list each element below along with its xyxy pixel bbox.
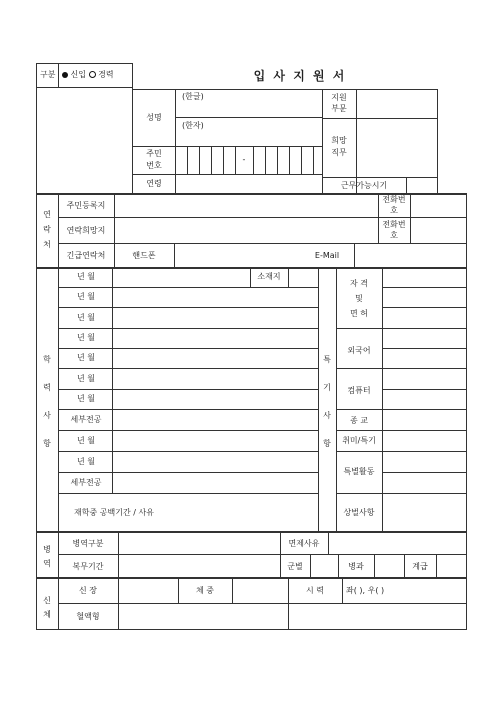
phone-label-2a: 전화번 xyxy=(382,220,406,229)
body-section-char-2: 체 xyxy=(43,610,51,619)
edu-row-4-date: 년 월 xyxy=(77,333,95,342)
blood-type-field[interactable] xyxy=(119,604,288,629)
weight-label: 체 중 xyxy=(196,586,214,595)
exempt-field[interactable] xyxy=(329,532,466,554)
edu-row-7-date: 년 월 xyxy=(77,394,95,403)
award-label: 상벌사항 xyxy=(343,508,375,517)
category-label: 구분 xyxy=(40,70,56,79)
email-label: E-Mail xyxy=(314,251,340,260)
special-fields[interactable] xyxy=(383,268,466,531)
resident-no-field[interactable] xyxy=(176,147,322,174)
age-field[interactable] xyxy=(176,175,322,193)
job-field[interactable] xyxy=(357,119,437,177)
dept-field[interactable] xyxy=(357,90,437,118)
branch-label: 군별 xyxy=(287,562,303,571)
blood-type-label: 혈액형 xyxy=(76,612,100,621)
radio-empty-icon[interactable] xyxy=(89,71,96,78)
address-label: 주민등록지 xyxy=(66,201,106,210)
license-label-1: 자 격 xyxy=(350,279,368,288)
location-label: 소재지 xyxy=(257,272,281,281)
emergency-label: 긴급연락처 xyxy=(66,251,106,260)
edu-row-5-date: 년 월 xyxy=(77,353,95,362)
contact-address-label: 연락희망지 xyxy=(66,226,106,235)
hire-type-selector[interactable] xyxy=(62,70,114,80)
edu-row-3-date: 년 월 xyxy=(77,313,95,322)
mobile-label: 핸드폰 xyxy=(132,251,156,260)
name-korean-field[interactable] xyxy=(176,90,322,117)
edu-section-char-4: 항 xyxy=(43,439,51,448)
dept-label-1: 지원 xyxy=(331,93,347,102)
religion-label: 종 교 xyxy=(350,416,368,425)
contact-section-char-1: 연 xyxy=(43,210,51,219)
job-label-1: 희망 xyxy=(331,136,347,145)
edu-row-1-date: 년 월 xyxy=(77,272,95,281)
contact-section-char-3: 처 xyxy=(43,240,51,249)
job-label-2: 직무 xyxy=(331,148,347,157)
special-section-char-1: 특 xyxy=(323,355,331,364)
military-type-label: 병역구분 xyxy=(72,539,104,548)
phone-label-2b: 호 xyxy=(390,231,398,240)
resident-no-label-1: 주민 xyxy=(146,149,162,158)
option-new-label: 신입 xyxy=(70,70,87,79)
height-field[interactable] xyxy=(119,578,178,603)
military-type-field[interactable] xyxy=(119,532,280,554)
special-section-char-2: 기 xyxy=(323,383,331,392)
military-section-char-1: 병 xyxy=(43,545,51,554)
edu-row-11-major: 세부전공 xyxy=(70,478,102,487)
service-period-label: 복무기간 xyxy=(72,562,104,571)
license-label-3: 면 허 xyxy=(350,309,368,318)
phone-field-2[interactable] xyxy=(411,218,466,243)
height-label: 신 장 xyxy=(79,586,97,595)
arm-label: 병과 xyxy=(348,562,364,571)
hobby-label: 취미/특기 xyxy=(342,436,376,445)
edu-row-10-date: 년 월 xyxy=(77,457,95,466)
service-period-field[interactable] xyxy=(119,555,280,577)
branch-field[interactable] xyxy=(311,555,338,577)
computer-label: 컴퓨터 xyxy=(347,386,371,395)
edu-row-6-date: 년 월 xyxy=(77,374,95,383)
activity-label: 특별활동 xyxy=(343,467,375,476)
vision-label: 시 력 xyxy=(306,586,324,595)
edu-section-char-2: 력 xyxy=(43,383,51,392)
edu-section-char-3: 사 xyxy=(43,411,51,420)
phone-label-1a: 전화번 xyxy=(382,195,406,204)
edu-row-2-date: 년 월 xyxy=(77,292,95,301)
dept-label-2: 부문 xyxy=(331,104,347,113)
gap-field[interactable] xyxy=(170,494,318,531)
special-section-char-4: 항 xyxy=(323,439,331,448)
edu-row-9-date: 년 월 xyxy=(77,436,95,445)
name-label: 성명 xyxy=(146,113,162,122)
special-section-char-3: 사 xyxy=(323,411,331,420)
address-field[interactable] xyxy=(115,194,378,217)
rank-field[interactable] xyxy=(437,555,466,577)
phone-label-1b: 호 xyxy=(390,206,398,215)
resident-no-label-2: 번호 xyxy=(146,161,162,170)
name-korean-hint: (한글) xyxy=(182,92,204,101)
gap-label: 재학중 공백기간 / 사유 xyxy=(74,508,154,517)
name-hanja-field[interactable] xyxy=(176,118,322,146)
name-hanja-hint: (한자) xyxy=(182,121,204,130)
vision-value[interactable]: 좌( ), 우( ) xyxy=(346,586,385,595)
arm-field[interactable] xyxy=(375,555,404,577)
page-title: 입 사 지 원 서 xyxy=(253,69,347,83)
resident-no-dash: - xyxy=(242,155,246,164)
photo-area[interactable] xyxy=(37,88,132,193)
military-section-char-2: 역 xyxy=(43,559,51,568)
option-career-label: 경력 xyxy=(98,70,114,79)
phone-field-1[interactable] xyxy=(411,194,466,217)
exempt-label: 면제사유 xyxy=(288,539,320,548)
age-label: 연령 xyxy=(146,179,162,188)
body-section-char-1: 신 xyxy=(43,596,51,605)
edu-section-char-1: 학 xyxy=(43,355,51,364)
email-field[interactable] xyxy=(355,244,466,267)
edu-school-field[interactable] xyxy=(113,268,250,287)
rank-label: 계급 xyxy=(412,562,428,571)
language-label: 외국어 xyxy=(347,346,371,355)
available-field[interactable] xyxy=(407,178,437,193)
edu-row-8-major: 세부전공 xyxy=(70,415,102,424)
radio-selected-icon[interactable] xyxy=(62,72,68,78)
weight-field[interactable] xyxy=(233,578,288,603)
contact-section-char-2: 락 xyxy=(43,225,51,234)
license-label-2: 및 xyxy=(355,294,363,303)
contact-address-field[interactable] xyxy=(115,218,378,243)
available-label: 근무가능시기 xyxy=(340,181,388,190)
mobile-field[interactable] xyxy=(175,244,275,267)
